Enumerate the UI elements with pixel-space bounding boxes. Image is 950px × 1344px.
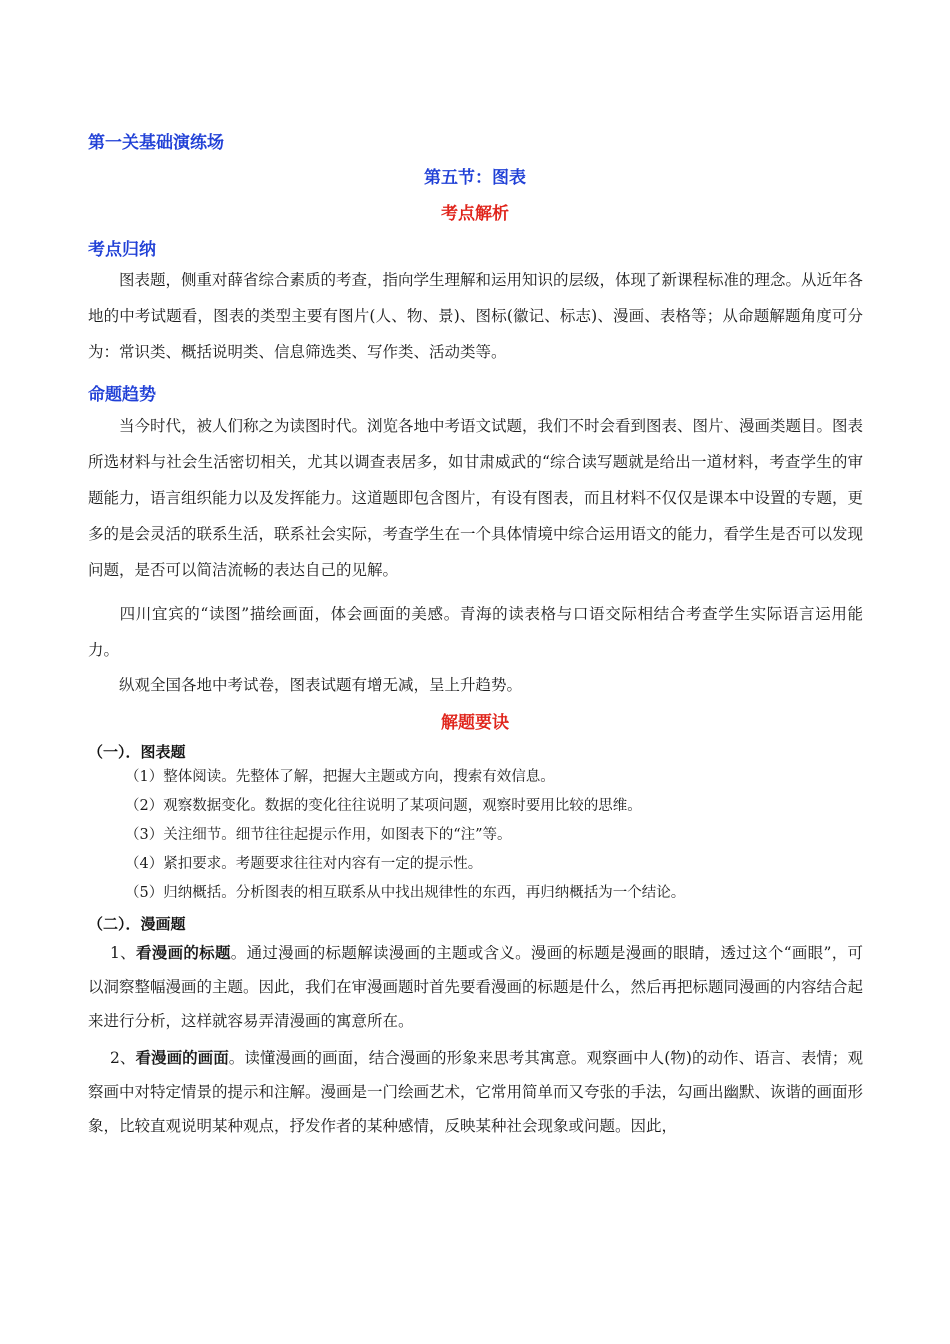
kaodian-paragraph bbox=[88, 262, 863, 370]
tips-heading: 解题要诀 bbox=[441, 713, 509, 733]
comic-p2-keyword: 看漫画的画面 bbox=[135, 1048, 229, 1067]
list-item: （5）归纳概括。分析图表的相互联系从中找出规律性的东西，再归纳概括为一个结论。 bbox=[125, 885, 686, 901]
trend-text-3: 纵观全国各地中考试卷，图表试题有增无减，呈上升趋势。 bbox=[119, 676, 523, 694]
trend-heading: 命题趋势 bbox=[88, 385, 156, 405]
comic-question-title: （二）．漫画题 bbox=[88, 915, 186, 933]
trend-text-1: 当今时代，被人们称之为读图时代。浏览各地中考语文试题，我们不时会看到图表、图片、漫画类题目。图表所选材料与社会生活密切相关，尤其以调查表居多，如甘肃威武的“综合读写题就是给出一道材料，考查学生的审题能力，语言组织能力以及发挥能力。这道题即包含图片，有设有图表，而且材料不仅仅是课本中设置的专题，更多的是会灵活的联系生活，联系社会实际，考查学生在一个具体情境中综合运用语文的能力，看学生是否可以发现问题，是否可以简洁流畅的表达自己的见解。 bbox=[88, 417, 864, 579]
trend-paragraph-2 bbox=[88, 596, 863, 668]
kaodian-text: 图表题，侧重对薛省综合素质的考查，指向学生理解和运用知识的层级，体现了新课程标准的理念。从近年各地的中考试题看，图表的类型主要有图片(人、物、景)、图标(徽记、标志)、漫画、表格等；从命题解题角度可分为：常识类、概括说明类、信息筛选类、写作类、活动类等。 bbox=[88, 271, 864, 361]
section-label: 第一关基础演练场 bbox=[88, 133, 224, 153]
list-item: （2）观察数据变化。数据的变化往往说明了某项问题，观察时要用比较的思维。 bbox=[125, 798, 642, 814]
trend-paragraph-1 bbox=[88, 408, 863, 588]
list-item: （1）整体阅读。先整体了解，把握大主题或方向，搜索有效信息。 bbox=[125, 769, 555, 785]
comic-p1-text: 。通过漫画的标题解读漫画的主题或含义。漫画的标题是漫画的眼睛，透过这个“画眼”，可以洞察整幅漫画的主题。因此，我们在审漫画题时首先要看漫画的标题是什么，然后再把标题同漫画的内容结合起来进行分析，这样就容易弄清漫画的寓意所在。 bbox=[88, 944, 864, 1030]
chart-question-title: （一）．图表题 bbox=[88, 743, 186, 761]
comic-p2-text: 。读懂漫画的画面，结合漫画的形象来思考其寓意。观察画中人(物)的动作、语言、表情；观察画中对特定情景的提示和注解。漫画是一门绘画艺术，它常用简单而又夸张的手法，勾画出幽默、诙谐的画面形象，比较直观说明某种观点，抒发作者的某种感情，反映某种社会现象或问题。因此， bbox=[88, 1049, 864, 1135]
chapter-title: 第五节：图表 bbox=[424, 168, 526, 188]
comic-paragraph-1 bbox=[88, 936, 863, 1038]
comic-paragraph-2 bbox=[88, 1041, 863, 1143]
analysis-title: 考点解析 bbox=[441, 204, 509, 224]
list-item: （4）紧扣要求。考题要求往往对内容有一定的提示性。 bbox=[125, 856, 483, 872]
trend-paragraph-3 bbox=[88, 667, 863, 703]
comic-p2-number: 2、 bbox=[110, 1049, 136, 1067]
list-item: （3）关注细节。细节往往起提示作用，如图表下的“注”等。 bbox=[125, 827, 512, 843]
comic-p1-number: 1、 bbox=[110, 944, 136, 962]
trend-text-2: 四川宜宾的“读图”描绘画面，体会画面的美感。青海的读表格与口语交际相结合考查学生实际语言运用能力。 bbox=[88, 605, 863, 659]
comic-p1-keyword: 看漫画的标题 bbox=[135, 943, 231, 962]
kaodian-heading: 考点归纳 bbox=[88, 240, 156, 260]
